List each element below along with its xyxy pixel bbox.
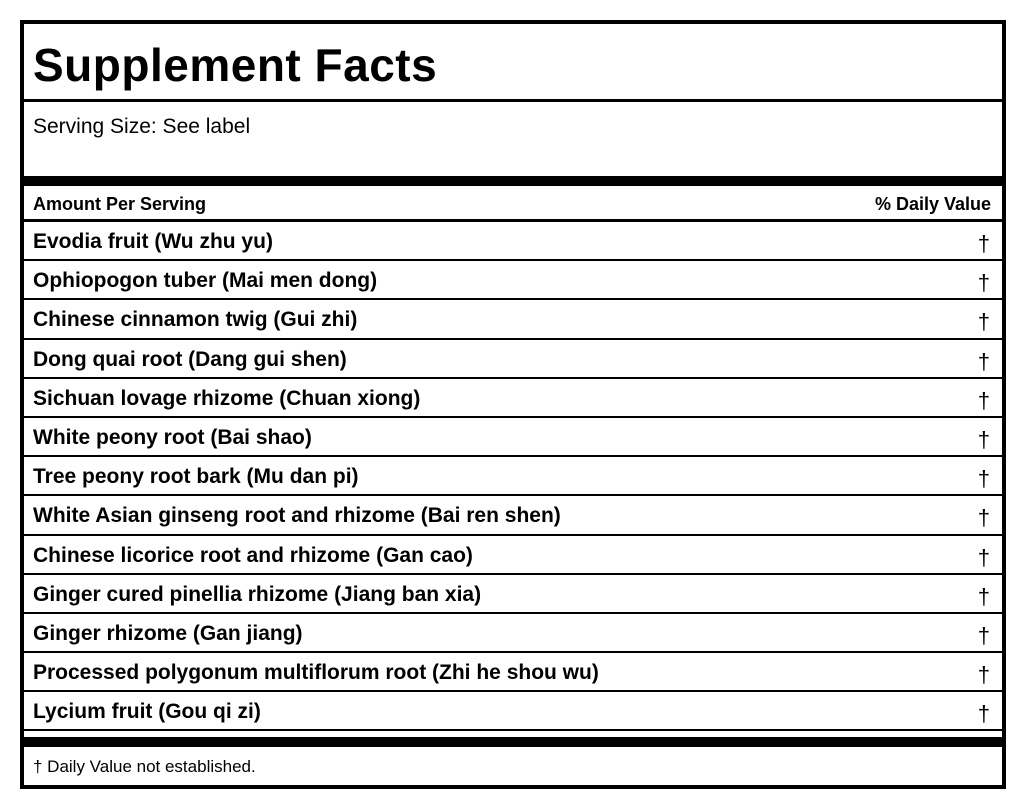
daily-value-mark: † bbox=[977, 426, 990, 452]
ingredient-row bbox=[24, 261, 1002, 300]
ingredient-name: Ginger rhizome (Gan jiang) bbox=[33, 621, 303, 645]
daily-value-mark: † bbox=[977, 701, 990, 727]
daily-value-mark: † bbox=[977, 505, 990, 531]
ingredient-name: Chinese licorice root and rhizome (Gan cao) bbox=[33, 543, 473, 567]
daily-value-mark: † bbox=[977, 662, 990, 688]
ingredient-row bbox=[24, 300, 1002, 339]
daily-value-mark: † bbox=[977, 231, 990, 256]
serving-block bbox=[24, 102, 1002, 176]
ingredient-row bbox=[24, 222, 1002, 261]
footnote-block bbox=[24, 747, 1002, 785]
ingredient-row bbox=[24, 614, 1002, 653]
ingredient-row bbox=[24, 418, 1002, 457]
ingredient-row bbox=[24, 457, 1002, 496]
daily-value-mark: † bbox=[977, 622, 990, 648]
ingredient-name: Sichuan lovage rhizome (Chuan xiong) bbox=[33, 386, 421, 410]
daily-value-mark: † bbox=[977, 348, 990, 374]
footnote: † Daily Value not established. bbox=[33, 757, 256, 776]
ingredient-name: White Asian ginseng root and rhizome (Bai ren shen) bbox=[33, 504, 561, 528]
ingredient-row bbox=[24, 496, 1002, 535]
daily-value-mark: † bbox=[977, 544, 990, 570]
ingredient-row bbox=[24, 379, 1002, 418]
daily-value-mark: † bbox=[977, 387, 990, 413]
thick-divider-top bbox=[24, 176, 1002, 186]
ingredient-row bbox=[24, 653, 1002, 692]
ingredient-row bbox=[24, 340, 1002, 379]
ingredient-name: Lycium fruit (Gou qi zi) bbox=[33, 700, 261, 724]
daily-value-mark: † bbox=[977, 466, 990, 492]
ingredient-row bbox=[24, 575, 1002, 614]
ingredient-name: Evodia fruit (Wu zhu yu) bbox=[33, 230, 273, 253]
ingredient-name: Ophiopogon tuber (Mai men dong) bbox=[33, 269, 378, 293]
ingredient-name: White peony root (Bai shao) bbox=[33, 425, 312, 449]
label-title: Supplement Facts bbox=[33, 39, 438, 91]
daily-value-mark: † bbox=[977, 309, 990, 335]
ingredient-name: Chinese cinnamon twig (Gui zhi) bbox=[33, 308, 358, 332]
ingredient-row bbox=[24, 692, 1002, 731]
daily-value-mark: † bbox=[977, 583, 990, 609]
ingredient-name: Ginger cured pinellia rhizome (Jiang ban xia) bbox=[33, 582, 482, 606]
ingredient-name: Processed polygonum multiflorum root (Zhi he shou wu) bbox=[33, 661, 599, 685]
supplement-facts-label bbox=[20, 20, 1006, 789]
ingredient-name: Dong quai root (Dang gui shen) bbox=[33, 347, 347, 371]
thick-divider-bottom bbox=[24, 737, 1002, 747]
daily-value-header: % Daily Value bbox=[874, 194, 991, 214]
ingredient-name: Tree peony root bark (Mu dan pi) bbox=[33, 465, 359, 489]
ingredient-rows bbox=[24, 222, 1002, 731]
title-block bbox=[24, 24, 1002, 102]
amount-per-serving-header: Amount Per Serving bbox=[33, 194, 207, 214]
ingredient-row bbox=[24, 536, 1002, 575]
daily-value-mark: † bbox=[977, 270, 990, 296]
column-header-row bbox=[24, 186, 1002, 222]
serving-size: Serving Size: See label bbox=[33, 115, 251, 138]
